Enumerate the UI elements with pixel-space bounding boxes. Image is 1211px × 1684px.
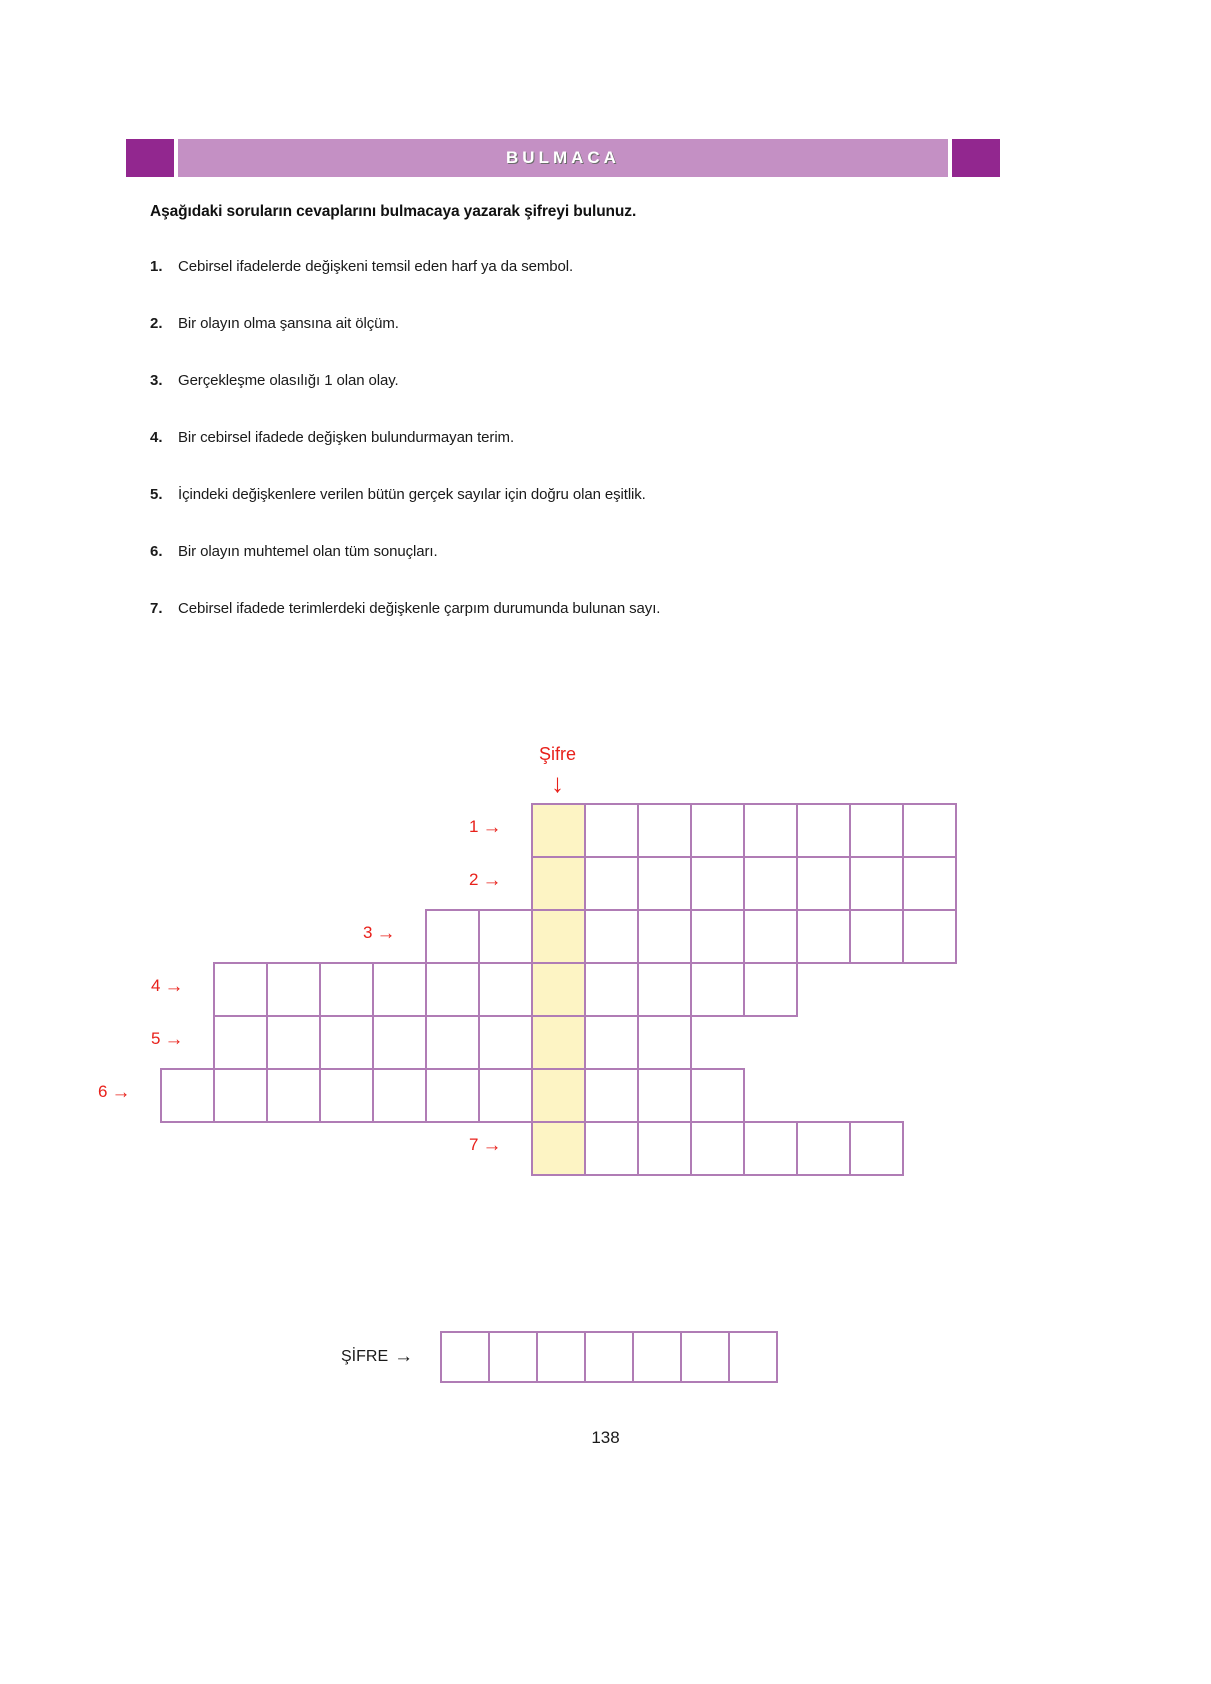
- banner-body: [178, 139, 948, 177]
- crossword-cell[interactable]: [478, 909, 533, 964]
- answer-cell[interactable]: [680, 1331, 730, 1383]
- row-arrow-icon: →: [482, 869, 502, 891]
- crossword-key-cell[interactable]: [531, 1121, 586, 1176]
- crossword-cell[interactable]: [690, 909, 745, 964]
- answer-cell[interactable]: [728, 1331, 778, 1383]
- crossword-cell[interactable]: [849, 1121, 904, 1176]
- answer-cell[interactable]: [440, 1331, 490, 1383]
- question-item: [150, 543, 1050, 600]
- crossword-cell[interactable]: [213, 962, 268, 1017]
- crossword-cell[interactable]: [849, 856, 904, 911]
- crossword-cell[interactable]: [796, 1121, 851, 1176]
- banner-cap-right: [952, 139, 1000, 177]
- crossword-cell[interactable]: [902, 856, 957, 911]
- question-text: İçindeki değişkenlere verilen bütün gerçek sayılar için doğru olan eşitlik.: [178, 486, 646, 503]
- question-text: Cebirsel ifadede terimlerdeki değişkenle çarpım durumunda bulunan sayı.: [178, 600, 661, 617]
- crossword-cell[interactable]: [637, 803, 692, 858]
- crossword-cell[interactable]: [266, 962, 321, 1017]
- crossword-cell[interactable]: [743, 1121, 798, 1176]
- question-text: Bir olayın muhtemel olan tüm sonuçları.: [178, 543, 438, 560]
- crossword-cell[interactable]: [584, 962, 639, 1017]
- crossword-key-cell[interactable]: [531, 962, 586, 1017]
- row-label-4: [151, 976, 183, 996]
- crossword-cell[interactable]: [796, 909, 851, 964]
- crossword-cell[interactable]: [637, 1015, 692, 1070]
- crossword-cell[interactable]: [584, 1121, 639, 1176]
- answer-label-text: ŞİFRE: [341, 1347, 389, 1365]
- crossword-cell[interactable]: [319, 1068, 374, 1123]
- answer-cell[interactable]: [536, 1331, 586, 1383]
- crossword-cell[interactable]: [743, 856, 798, 911]
- answer-arrow-icon: →: [394, 1346, 414, 1367]
- crossword-cell[interactable]: [849, 909, 904, 964]
- answer-cell[interactable]: [584, 1331, 634, 1383]
- crossword-cell[interactable]: [584, 1068, 639, 1123]
- crossword-cell[interactable]: [690, 803, 745, 858]
- answer-strip: [440, 1331, 778, 1383]
- banner-cap-left: [126, 139, 174, 177]
- key-column-down-arrow-icon: ↓: [551, 768, 564, 798]
- crossword-cell[interactable]: [637, 962, 692, 1017]
- page-number: 138: [591, 1428, 620, 1447]
- crossword-cell[interactable]: [425, 1015, 480, 1070]
- crossword-key-cell[interactable]: [531, 1068, 586, 1123]
- page-banner: [126, 139, 1000, 177]
- crossword-cell[interactable]: [319, 962, 374, 1017]
- answer-cell[interactable]: [632, 1331, 682, 1383]
- question-number: 4.: [150, 429, 163, 446]
- key-column-label: Şifre: [539, 744, 577, 764]
- crossword-key-cell[interactable]: [531, 803, 586, 858]
- row-label-6: [98, 1082, 130, 1102]
- row-arrow-icon: →: [482, 1134, 502, 1156]
- row-label-2: [469, 870, 501, 890]
- question-item: [150, 486, 1050, 543]
- question-number: 5.: [150, 486, 163, 503]
- crossword-cell[interactable]: [213, 1068, 268, 1123]
- question-text: Gerçekleşme olasılığı 1 olan olay.: [178, 372, 399, 389]
- crossword-cell[interactable]: [637, 856, 692, 911]
- crossword-cell[interactable]: [584, 856, 639, 911]
- crossword-cell[interactable]: [372, 962, 427, 1017]
- crossword-cell[interactable]: [478, 1015, 533, 1070]
- question-number: 6.: [150, 543, 163, 560]
- question-number: 2.: [150, 315, 163, 332]
- crossword-cell[interactable]: [690, 856, 745, 911]
- row-number: 4: [151, 976, 161, 995]
- question-item: [150, 372, 1050, 429]
- crossword-key-cell[interactable]: [531, 909, 586, 964]
- page-title: BULMACA: [506, 148, 620, 167]
- crossword-cell[interactable]: [372, 1015, 427, 1070]
- crossword-cell[interactable]: [425, 962, 480, 1017]
- row-arrow-icon: →: [164, 1028, 184, 1050]
- row-label-1: [469, 817, 501, 837]
- question-list: [150, 258, 1050, 657]
- crossword-cell[interactable]: [266, 1015, 321, 1070]
- row-arrow-icon: →: [111, 1081, 131, 1103]
- row-arrow-icon: →: [164, 975, 184, 997]
- row-number: 3: [363, 923, 373, 942]
- row-number: 5: [151, 1029, 161, 1048]
- question-item: [150, 600, 1050, 657]
- row-label-5: [151, 1029, 183, 1049]
- crossword-cell[interactable]: [637, 1068, 692, 1123]
- row-arrow-icon: →: [482, 816, 502, 838]
- question-item: [150, 429, 1050, 486]
- row-number: 6: [98, 1082, 108, 1101]
- crossword-key-cell[interactable]: [531, 856, 586, 911]
- row-number: 7: [469, 1135, 479, 1154]
- crossword-cell[interactable]: [266, 1068, 321, 1123]
- crossword-cell[interactable]: [796, 856, 851, 911]
- instruction-text: Aşağıdaki soruların cevaplarını bulmacaya yazarak şifreyi bulunuz.: [150, 203, 637, 220]
- crossword-cell[interactable]: [584, 909, 639, 964]
- crossword-cell[interactable]: [849, 803, 904, 858]
- crossword-cell[interactable]: [372, 1068, 427, 1123]
- crossword-cell[interactable]: [743, 909, 798, 964]
- crossword-cell[interactable]: [690, 1068, 745, 1123]
- row-label-7: [469, 1135, 501, 1155]
- question-number: 3.: [150, 372, 163, 389]
- crossword-cell[interactable]: [478, 962, 533, 1017]
- answer-strip-label: [341, 1347, 413, 1366]
- answer-cell[interactable]: [488, 1331, 538, 1383]
- row-number: 2: [469, 870, 479, 889]
- crossword-cell[interactable]: [213, 1015, 268, 1070]
- crossword-cell[interactable]: [690, 962, 745, 1017]
- crossword-cell[interactable]: [743, 803, 798, 858]
- row-label-3: [363, 923, 395, 943]
- crossword-cell[interactable]: [902, 909, 957, 964]
- crossword-cell[interactable]: [637, 1121, 692, 1176]
- question-text: Bir cebirsel ifadede değişken bulundurmayan terim.: [178, 429, 515, 446]
- crossword-cell[interactable]: [160, 1068, 215, 1123]
- crossword-cell[interactable]: [690, 1121, 745, 1176]
- question-text: Bir olayın olma şansına ait ölçüm.: [178, 315, 399, 332]
- crossword-cell[interactable]: [637, 909, 692, 964]
- crossword-cell[interactable]: [584, 803, 639, 858]
- question-number: 1.: [150, 258, 163, 275]
- row-number: 1: [469, 817, 479, 836]
- crossword-cell[interactable]: [743, 962, 798, 1017]
- question-text: Cebirsel ifadelerde değişkeni temsil eden harf ya da sembol.: [178, 258, 574, 275]
- crossword-key-cell[interactable]: [531, 1015, 586, 1070]
- crossword-cell[interactable]: [319, 1015, 374, 1070]
- row-arrow-icon: →: [376, 922, 396, 944]
- crossword-cell[interactable]: [425, 1068, 480, 1123]
- crossword-cell[interactable]: [796, 803, 851, 858]
- question-item: [150, 315, 1050, 372]
- crossword-cell[interactable]: [902, 803, 957, 858]
- crossword-cell[interactable]: [584, 1015, 639, 1070]
- question-item: [150, 258, 1050, 315]
- crossword-cell[interactable]: [425, 909, 480, 964]
- question-number: 7.: [150, 600, 163, 617]
- crossword-cell[interactable]: [478, 1068, 533, 1123]
